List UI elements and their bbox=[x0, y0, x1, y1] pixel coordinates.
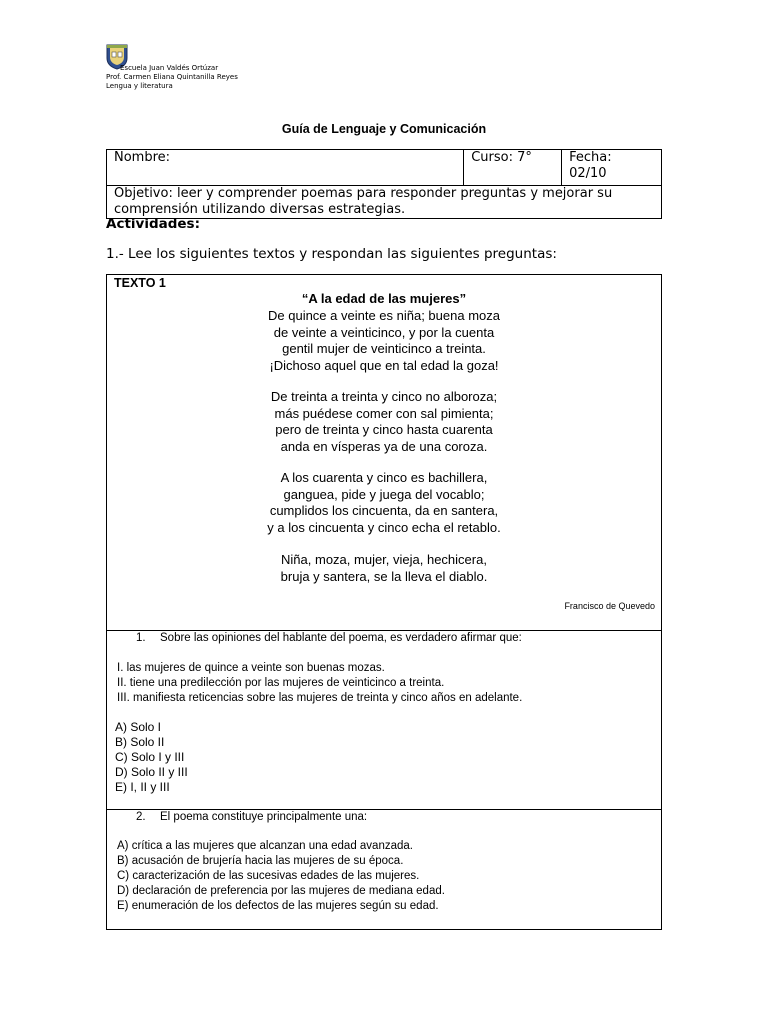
objective-line-1: Objetivo: leer y comprender poemas para responder preguntas y mejorar su bbox=[114, 186, 613, 201]
objective-line-2: comprensión utilizando diversas estrategias. bbox=[114, 202, 406, 217]
poem-stanza-2 bbox=[107, 389, 661, 455]
statement-item: III. manifiesta reticencias sobre las mujeres de treinta y cinco años en adelante. bbox=[117, 692, 523, 704]
poem-title: “A la edad de las mujeres” bbox=[301, 291, 467, 306]
poem-line: de veinte a veinticinco, y por la cuenta bbox=[273, 324, 495, 340]
activities-heading: Actividades: bbox=[106, 216, 200, 232]
date-cell bbox=[562, 150, 662, 186]
answer-option: B) acusación de brujería hacia las mujeres de su época. bbox=[117, 855, 404, 867]
poem-line: bruja y santera, se la lleva el diablo. bbox=[280, 568, 488, 584]
question-1-box bbox=[106, 630, 662, 810]
question-1-text bbox=[136, 632, 522, 644]
poem-line: cumplidos los cincuenta, da en santera, bbox=[269, 503, 499, 518]
course-cell bbox=[464, 150, 562, 186]
poem-line: ganguea, pide y juega del vocablo; bbox=[283, 486, 485, 502]
poem-line: Niña, moza, mujer, vieja, hechicera, bbox=[281, 552, 487, 567]
question-prompt: Sobre las opiniones del hablante del poema, es verdadero afirmar que: bbox=[160, 632, 522, 644]
subject-name: Lengua y literatura bbox=[106, 82, 173, 90]
poem-stanza-4 bbox=[107, 552, 661, 585]
name-cell bbox=[107, 150, 464, 186]
answer-option: A) Solo I bbox=[115, 720, 162, 734]
poem-line: y a los cincuenta y cinco echa el retablo. bbox=[267, 519, 501, 535]
answer-option: E) enumeración de los defectos de las mujeres según su edad. bbox=[117, 900, 439, 912]
answer-option: D) Solo II y III bbox=[115, 765, 188, 779]
poem-line: pero de treinta y cinco hasta cuarenta bbox=[275, 422, 493, 437]
text-label: TEXTO 1 bbox=[114, 276, 166, 290]
poem-stanza-1 bbox=[107, 308, 661, 374]
poem-line: A los cuarenta y cinco es bachillera, bbox=[280, 470, 488, 485]
poem-line: De treinta a treinta y cinco no alboroza; bbox=[270, 389, 498, 404]
page-title: Guía de Lenguaje y Comunicación bbox=[281, 122, 487, 136]
objective-cell bbox=[107, 186, 662, 219]
poem-line: anda en vísperas ya de una coroza. bbox=[280, 438, 488, 454]
student-info-table bbox=[106, 149, 662, 219]
answer-option: C) Solo I y III bbox=[115, 750, 185, 764]
date-label: Fecha: bbox=[569, 150, 612, 165]
question-1-options bbox=[115, 720, 188, 795]
question-2-box bbox=[106, 809, 662, 930]
question-number: 2. bbox=[136, 811, 146, 823]
statement-item: II. tiene una predilección por las mujeres de veinticinco a treinta. bbox=[117, 677, 445, 689]
answer-option: B) Solo II bbox=[115, 735, 165, 749]
answer-option: D) declaración de preferencia por las mujeres de mediana edad. bbox=[117, 885, 445, 897]
question-number: 1. bbox=[136, 632, 146, 644]
question-1-statements bbox=[117, 661, 522, 706]
poem-author: Francisco de Quevedo bbox=[564, 601, 655, 611]
answer-option: A) crítica a las mujeres que alcanzan una edad avanzada. bbox=[117, 840, 413, 852]
poem-line: gentil mujer de veinticinco a treinta. bbox=[282, 341, 486, 356]
school-name: Escuela Juan Valdés Ortúzar bbox=[120, 64, 219, 72]
poem-line: ¡Dichoso aquel que en tal edad la goza! bbox=[269, 357, 499, 373]
date-value: 02/10 bbox=[569, 166, 607, 181]
teacher-name: Prof. Carmen Eliana Quintanilla Reyes bbox=[106, 73, 238, 81]
course-label: Curso: 7° bbox=[471, 150, 532, 165]
answer-option: E) I, II y III bbox=[115, 780, 170, 794]
statement-item: I. las mujeres de quince a veinte son buenas mozas. bbox=[117, 662, 385, 674]
question-prompt: El poema constituye principalmente una: bbox=[160, 811, 368, 823]
poem-line: más puédese comer con sal pimienta; bbox=[274, 405, 494, 421]
answer-option: C) caracterización de las sucesivas edades de las mujeres. bbox=[117, 870, 420, 882]
name-label: Nombre: bbox=[114, 150, 171, 165]
question-2-options bbox=[117, 839, 445, 914]
poem-stanza-3 bbox=[107, 470, 661, 536]
poem-line: De quince a veinte es niña; buena moza bbox=[268, 308, 500, 323]
instruction-text: 1.- Lee los siguientes textos y respondan las siguientes preguntas: bbox=[106, 246, 557, 262]
text-1-box bbox=[106, 274, 662, 631]
question-2-text bbox=[136, 811, 367, 823]
